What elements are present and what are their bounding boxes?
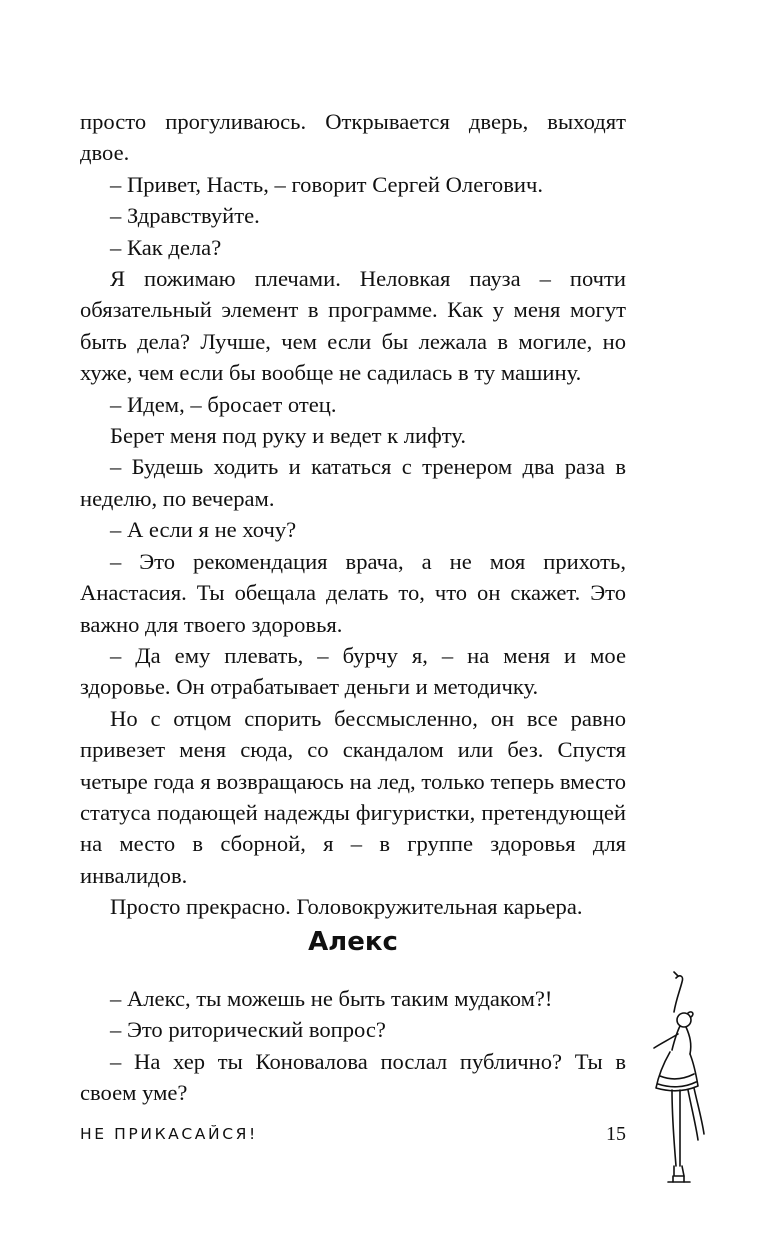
paragraph: – На хер ты Коновалова послал публично? Ты в своем уме? xyxy=(80,1048,626,1106)
paragraph: Но с отцом спорить бессмысленно, он все равно привезет меня сюда, со скандалом или без. Спустя четыре года я возвращаюсь на лед, только теперь вместо статуса подающей надежды фигуристки, претендующей на место в сборной, я – в группе здоровья для инвалидов. xyxy=(80,705,626,888)
paragraph: просто прогуливаюсь. Открывается дверь, выходят двое. xyxy=(80,109,626,166)
paragraph: – А если я не хочу? xyxy=(110,517,297,543)
section-heading: Алекс xyxy=(308,927,398,957)
main-text xyxy=(80,106,626,923)
paragraph: – Как дела? xyxy=(110,234,222,260)
paragraph: Я пожимаю плечами. Неловкая пауза – почти обязательный элемент в программе. Как у меня могут быть дела? Лучше, чем если бы лежала в могиле, но хуже, чем если бы вообще не садилась в ту машину. xyxy=(80,266,626,386)
paragraph: – Идем, – бросает отец. xyxy=(110,391,337,417)
paragraph: – Алекс, ты можешь не быть таким мудаком?! xyxy=(110,986,553,1011)
figure-skater-illustration xyxy=(640,970,710,1200)
section-text xyxy=(80,983,626,1109)
paragraph: – Это рекомендация врача, а не моя прихоть, Анастасия. Ты обещала делать то, что он скажет. Это важно для твоего здоровья. xyxy=(80,548,626,637)
page-number: 15 xyxy=(606,1123,626,1145)
paragraph: – Здравствуйте. xyxy=(110,203,260,229)
running-head: НЕ ПРИКАСАЙСЯ! xyxy=(80,1125,258,1143)
paragraph: Берет меня под руку и ведет к лифту. xyxy=(110,423,467,449)
paragraph: Просто прекрасно. Головокружительная карьера. xyxy=(110,894,583,920)
paragraph: – Будешь ходить и кататься с тренером два раза в неделю, по вечерам. xyxy=(80,454,626,511)
paragraph: – Привет, Насть, – говорит Сергей Олегович. xyxy=(110,171,543,197)
paragraph: – Да ему плевать, – бурчу я, – на меня и мое здоровье. Он отрабатывает деньги и методичку. xyxy=(80,642,626,700)
paragraph: – Это риторический вопрос? xyxy=(110,1017,386,1043)
